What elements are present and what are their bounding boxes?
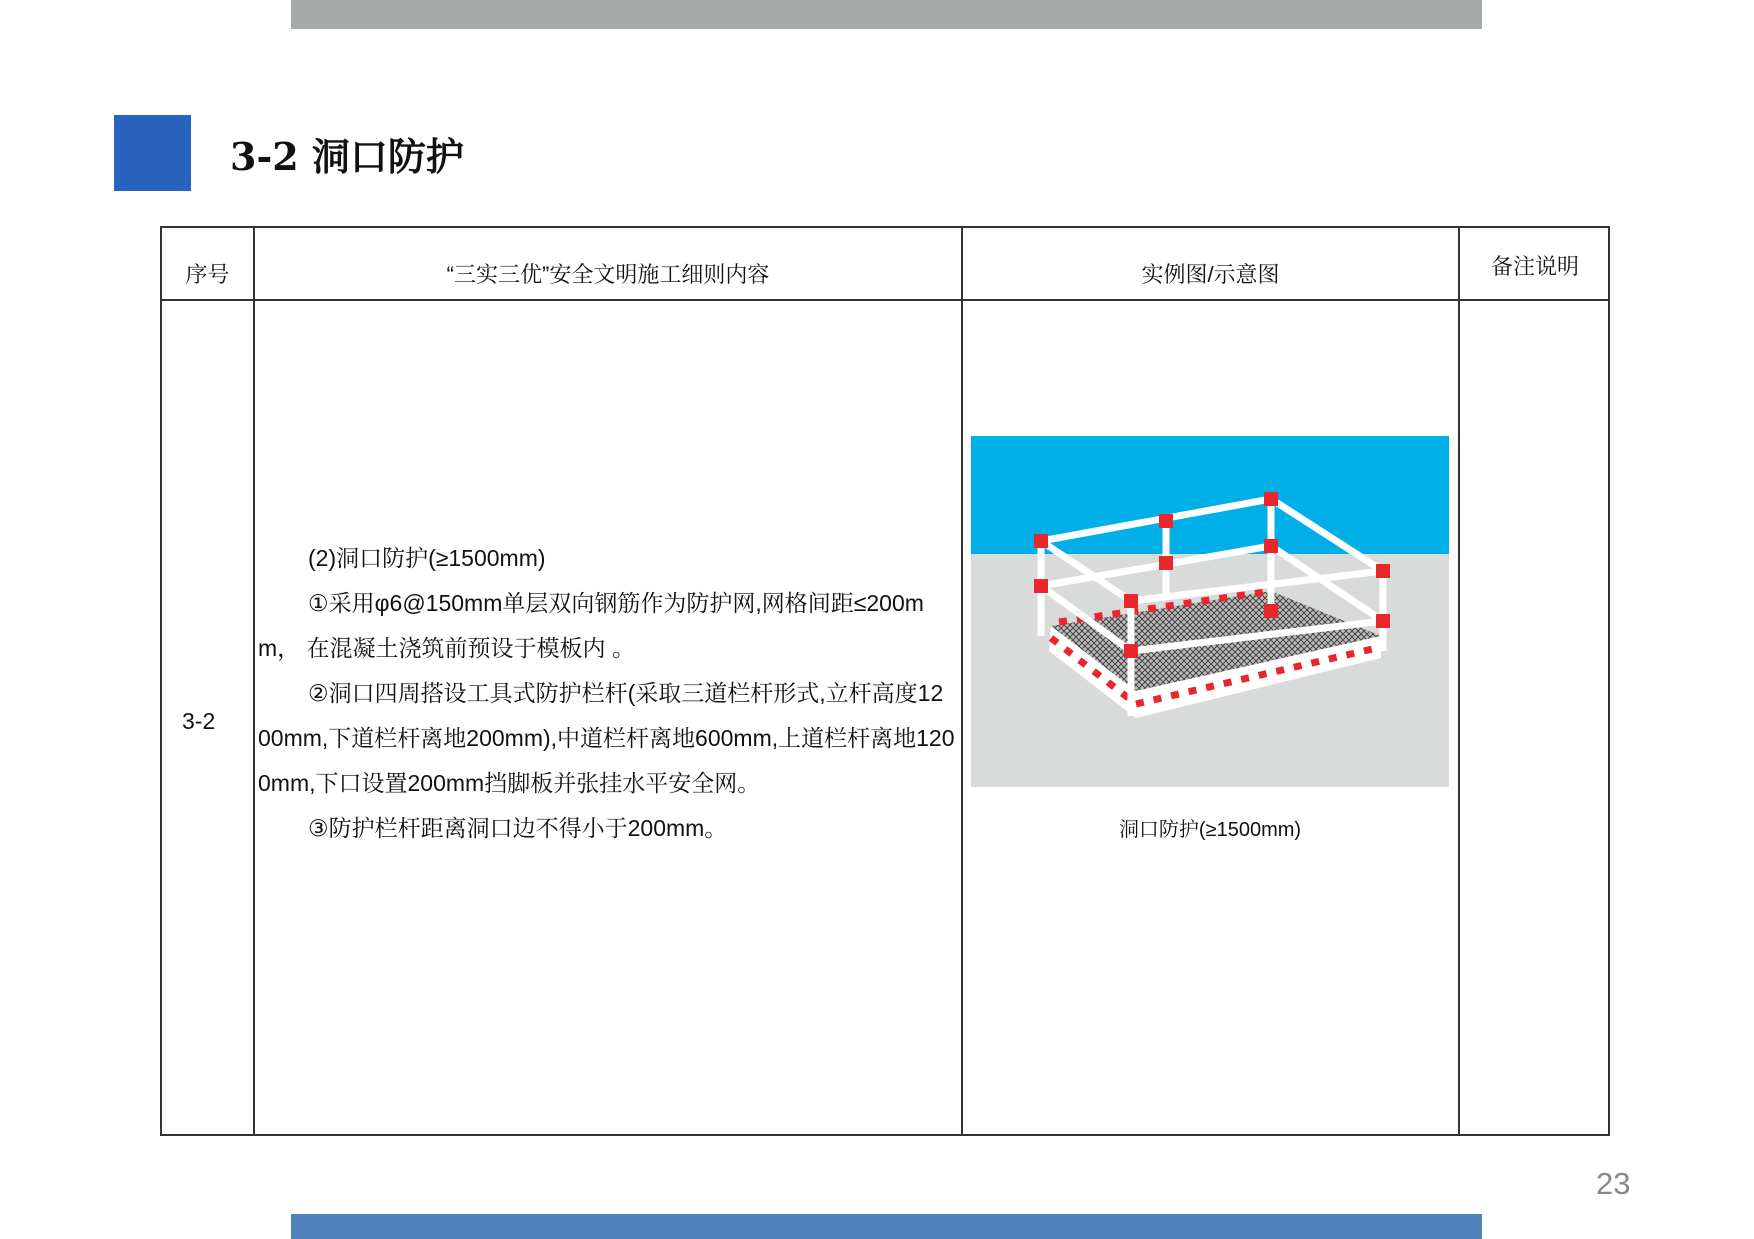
column-divider	[1458, 228, 1460, 1134]
row-content	[258, 536, 956, 851]
content-table	[160, 226, 1610, 1136]
header-seq: 序号	[185, 262, 230, 287]
bottom-bar	[291, 1214, 1482, 1239]
opening-guardrail-illustration	[971, 436, 1449, 787]
content-line: ②洞口四周搭设工具式防护栏杆(采取三道栏杆形式,立杆高度1200mm,下道栏杆离地200mm),中道栏杆离地600mm,上道栏杆离地1200mm,下口设置200mm挡脚板并张挂水平安全网。	[258, 680, 955, 796]
content-line: (2)洞口防护(≥1500mm)	[308, 545, 546, 571]
page-number: 23	[1596, 1166, 1631, 1201]
column-divider	[961, 228, 963, 1134]
page-title: 3-2 洞口防护	[230, 134, 464, 179]
content-line: ③防护栏杆距离洞口边不得小于200mm。	[308, 815, 728, 841]
content-line: ①采用φ6@150mm单层双向钢筋作为防护网,网格间距≤200mm， 在混凝土浇筑前预设于模板内 。	[258, 590, 924, 661]
image-caption: 洞口防护(≥1500mm)	[1118, 819, 1302, 841]
title-accent-block	[114, 115, 191, 191]
row-seq: 3-2	[182, 708, 216, 734]
header-remark: 备注说明	[1490, 254, 1579, 279]
top-bar	[291, 0, 1482, 29]
header-divider	[162, 299, 1608, 301]
column-divider	[253, 228, 255, 1134]
header-content: “三实三优”安全文明施工细则内容	[446, 262, 770, 287]
header-image: 实例图/示意图	[1141, 262, 1280, 287]
